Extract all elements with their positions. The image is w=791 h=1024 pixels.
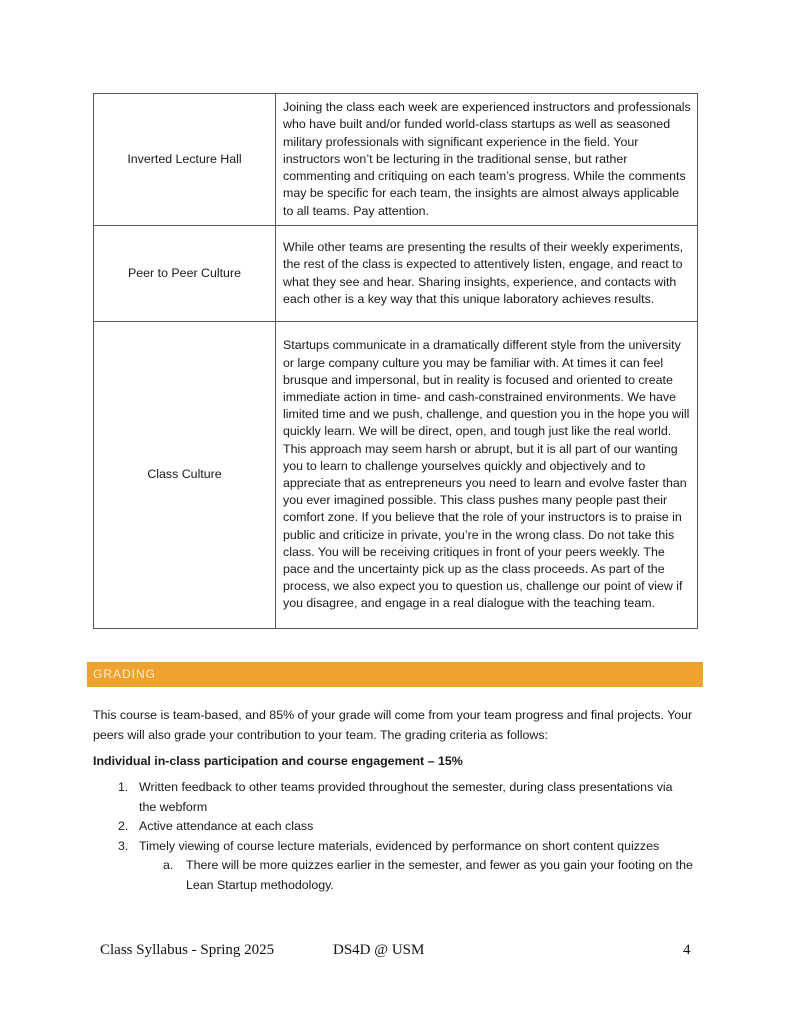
sub-list-letter: a.	[163, 858, 174, 872]
row-description: While other teams are presenting the results of their weekly experiments, the rest of the class is expected to attentively listen, engage, and react to what they see and hear. Sharing insights, experience, and contacts with each other is a key way that this unique laboratory achieves results.	[276, 226, 698, 322]
participation-subheading: Individual in-class participation and course engagement – 15%	[93, 754, 463, 768]
grading-section-heading: GRADING	[87, 662, 703, 687]
row-label: Class Culture	[94, 322, 276, 629]
list-item-text: Timely viewing of course lecture materials, evidenced by performance on short content quizzes	[139, 838, 660, 853]
footer-page-number: 4	[683, 942, 691, 958]
list-item	[93, 778, 693, 817]
list-number: 1.	[118, 780, 129, 794]
row-label: Inverted Lecture Hall	[94, 94, 276, 226]
table-row	[94, 322, 698, 629]
sub-list	[139, 856, 693, 895]
footer-course-code: DS4D @ USM	[333, 942, 425, 958]
list-number: 3.	[118, 838, 129, 853]
row-description: Joining the class each week are experienced instructors and professionals who have built and/or funded world-class startups as well as seasoned military professionals with significant experience in the field. Your instructors won’t be lecturing in the traditional sense, but rather commenting and critiquing on each team’s progress. While the comments may be specific for each team, the insights are almost always applicable to all teams. Pay attention.	[276, 94, 698, 226]
table-row	[94, 94, 698, 226]
grading-intro-paragraph: This course is team-based, and 85% of your grade will come from your team progress and final projects. Your peers will also grade your contribution to your team. The grading criteria as follows:	[93, 708, 693, 742]
list-item	[93, 817, 693, 837]
row-label: Peer to Peer Culture	[94, 226, 276, 322]
list-item-text: Active attendance at each class	[139, 819, 314, 833]
footer-course-title: Class Syllabus - Spring 2025	[100, 942, 275, 958]
table-row	[94, 226, 698, 322]
grading-criteria-list	[93, 778, 693, 895]
row-description: Startups communicate in a dramatically different style from the university or large company culture you may be familiar with. At times it can feel brusque and impersonal, but in reality is focused and oriented to create immediate action in time- and cash-constrained environments. We have limited time and we push, challenge, and question you in the hope you will quickly learn. We will be direct, open, and tough just like the real world. This approach may seem harsh or abrupt, but it is all part of our wanting you to learn to challenge yourselves quickly and objectively and to appreciate that as entrepreneurs you need to learn and evolve faster than you ever imagined possible. This class pushes many people past their comfort zone. If you believe that the role of your instructors is to praise in public and criticize in private, you’re in the wrong class. Do not take this class. You will be receiving critiques in front of your peers weekly. The pace and the uncertainty pick up as the class proceeds. As part of the process, we also expect you to question us, challenge our point of view if you disagree, and engage in a real dialogue with the teaching team.	[276, 322, 698, 629]
list-item-text: Written feedback to other teams provided throughout the semester, during class presentations via the webform	[139, 780, 673, 814]
sub-list-item-text: There will be more quizzes earlier in the semester, and fewer as you gain your footing on the Lean Startup methodology.	[186, 858, 693, 892]
sub-list-item	[139, 856, 693, 895]
list-number: 2.	[118, 819, 129, 833]
list-item	[93, 837, 693, 896]
class-culture-table	[93, 93, 698, 629]
